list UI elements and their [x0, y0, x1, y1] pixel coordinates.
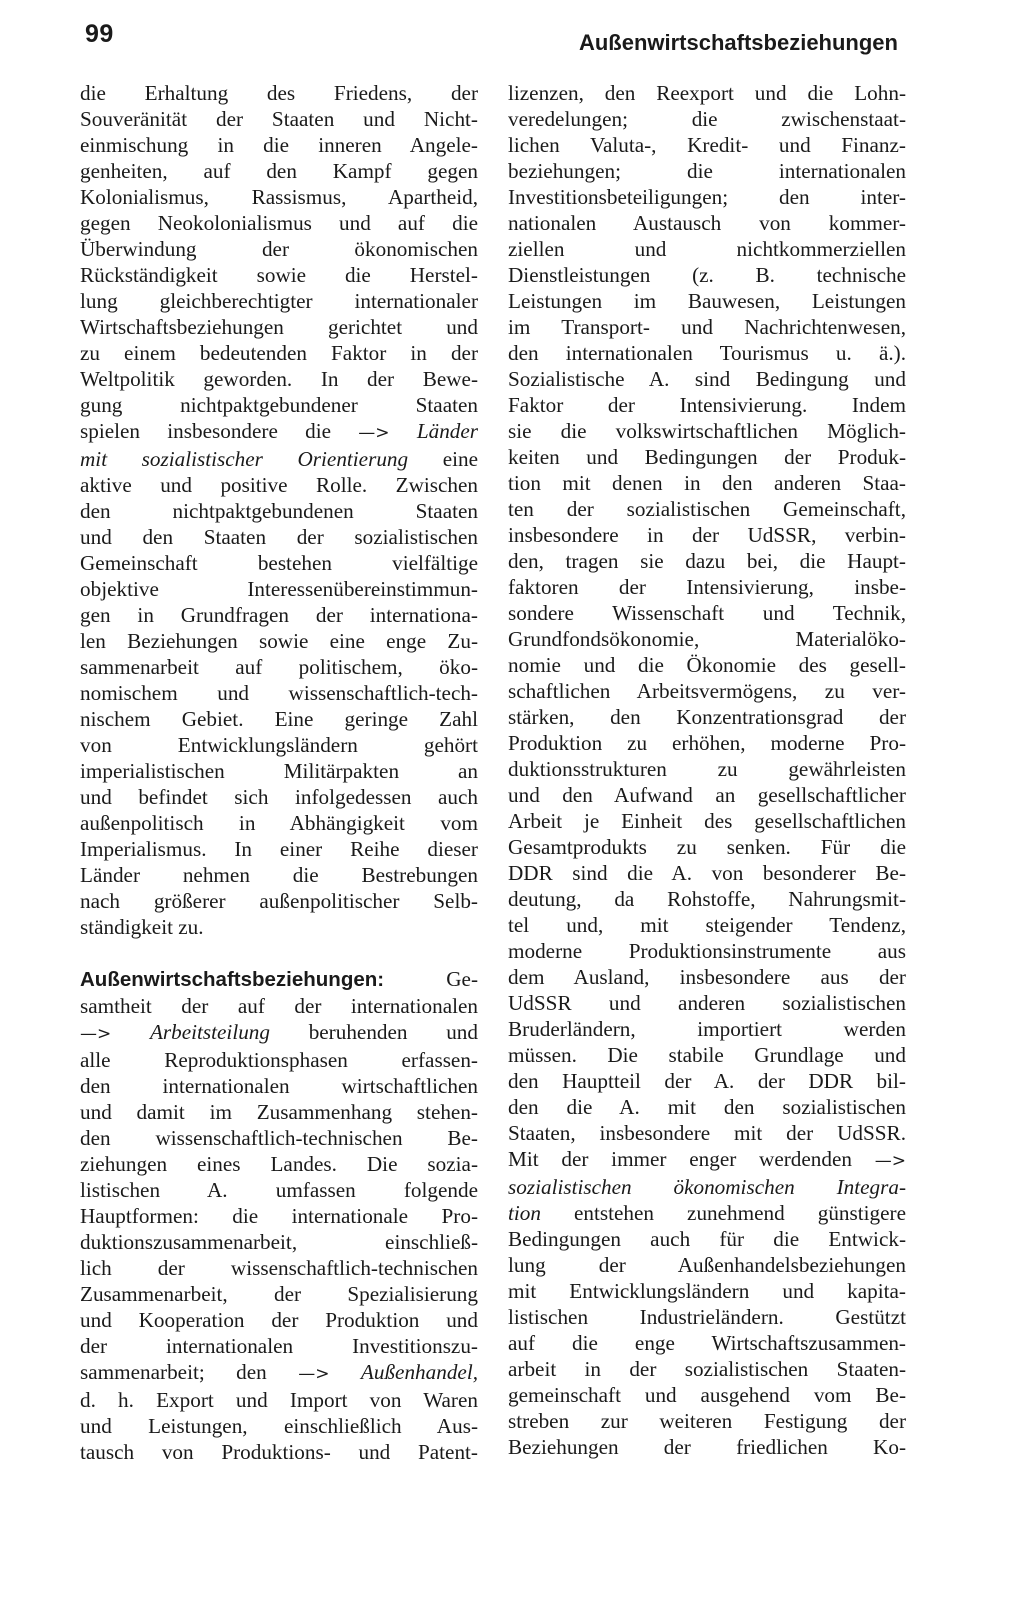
text-line: tion mit denen in den anderen Staa-	[508, 471, 906, 495]
text-line: Investitionsbeteiligungen; den inter-	[508, 185, 906, 209]
text-line: Bedingungen auch für die Entwick-	[508, 1227, 906, 1251]
text-line: aktive und positive Rolle. Zwischen	[80, 473, 478, 497]
text-line: den nichtpaktgebundenen Staaten	[80, 499, 478, 523]
text-line: Überwindung der ökonomischen	[80, 237, 478, 261]
text-line: duktionsstrukturen zu gewährleisten	[508, 757, 906, 781]
left-column	[80, 80, 478, 1465]
right-column	[508, 80, 906, 1460]
text-line: den internationalen Tourismus u. ä.).	[508, 341, 906, 365]
text-line: Imperialismus. In einer Reihe dieser	[80, 837, 478, 861]
text-line: lich der wissenschaftlich-technischen	[80, 1256, 478, 1280]
text-line: alle Reproduktionsphasen erfassen-	[80, 1048, 478, 1072]
text-line: samtheit der auf der internationalen	[80, 994, 478, 1018]
text-line: Wirtschaftsbeziehungen gerichtet und	[80, 315, 478, 339]
text-line: und damit im Zusammenhang stehen-	[80, 1100, 478, 1124]
text-line: ziehungen eines Landes. Die sozia-	[80, 1152, 478, 1176]
text-line: Rückständigkeit sowie die Herstel-	[80, 263, 478, 287]
text-line: ziellen und nichtkommerziellen	[508, 237, 906, 261]
text-line: arbeit in der sozialistischen Staaten-	[508, 1357, 906, 1381]
cross-reference-link[interactable]: Länder	[416, 419, 479, 443]
text-line: im Transport- und Nachrichtenwesen,	[508, 315, 906, 339]
text-line: nomie und die Ökonomie des gesell-	[508, 653, 906, 677]
text-line: den Hauptteil der A. der DDR bil-	[508, 1069, 906, 1093]
text-line: lizenzen, den Reexport und die Lohn-	[508, 81, 906, 105]
text-line: len Beziehungen sowie eine enge Zu-	[80, 629, 478, 653]
entry-headword: Außenwirtschaftsbeziehungen:	[80, 968, 385, 991]
cross-reference-link[interactable]: Arbeitsteilung	[149, 1020, 270, 1044]
text-line: duktionszusammenarbeit, einschließ-	[80, 1230, 478, 1254]
text-line: Arbeit je Einheit des gesellschaftlichen	[508, 809, 906, 833]
text-line: insbesondere in der UdSSR, verbin-	[508, 523, 906, 547]
text-line: der internationalen Investitionszu-	[80, 1334, 478, 1358]
text-line: Länder nehmen die Bestrebungen	[80, 863, 478, 887]
text-line: mit sozialistischer Orientierung eine	[80, 447, 478, 471]
text-line: gen in Grundfragen der internationa-	[80, 603, 478, 627]
text-line: sie die volkswirtschaftlichen Möglich-	[508, 419, 906, 443]
text-line: die Erhaltung des Friedens, der	[80, 81, 478, 105]
text-line: lichen Valuta-, Kredit- und Finanz-	[508, 133, 906, 157]
text-line: gung nichtpaktgebundener Staaten	[80, 393, 478, 417]
text-line: nomischem und wissenschaftlich-tech-	[80, 681, 478, 705]
text-line: einmischung in die inneren Angele-	[80, 133, 478, 157]
text-line: Gemeinschaft bestehen vielfältige	[80, 551, 478, 575]
paragraph-continuation	[80, 80, 478, 940]
text-line: Faktor der Intensivierung. Indem	[508, 393, 906, 417]
running-head: Außenwirtschaftsbeziehungen	[578, 30, 898, 55]
text-line: mit Entwicklungsländern und kapita-	[508, 1279, 906, 1303]
text-line: gemeinschaft und ausgehend vom Be-	[508, 1383, 906, 1407]
text-line: beziehungen; die internationalen	[508, 159, 906, 183]
text-line: Außenwirtschaftsbeziehungen: Ge-	[80, 967, 478, 991]
text-line: ständigkeit zu.	[80, 915, 204, 939]
text-line: genheiten, auf den Kampf gegen	[80, 159, 478, 183]
text-line: auf die enge Wirtschaftszusammen-	[508, 1331, 906, 1355]
dictionary-entry	[80, 966, 478, 1465]
text-line: deutung, da Rohstoffe, Nahrungsmit-	[508, 887, 906, 911]
paragraph-continuation	[508, 80, 906, 1460]
text-line: und Leistungen, einschließlich Aus-	[80, 1414, 478, 1438]
right-arrow-icon: —>	[358, 423, 390, 443]
text-line: Produktion zu erhöhen, moderne Pro-	[508, 731, 906, 755]
right-arrow-icon: —>	[874, 1151, 907, 1171]
cross-reference-link[interactable]: mit sozialistischer Orientierung	[80, 447, 409, 471]
right-arrow-icon: —>	[298, 1364, 330, 1384]
text-line: Leistungen im Bauwesen, Leistungen	[508, 289, 906, 313]
text-line: imperialistischen Militärpakten an	[80, 759, 478, 783]
text-line: und Kooperation der Produktion und	[80, 1308, 478, 1332]
text-line: Staaten, insbesondere mit der UdSSR.	[508, 1121, 906, 1145]
text-line: tion entstehen zunehmend günstigere	[508, 1201, 906, 1225]
text-line: dem Ausland, insbesondere aus der	[508, 965, 906, 989]
text-line: UdSSR und anderen sozialistischen	[508, 991, 906, 1015]
text-line: und den Aufwand an gesellschaftlicher	[508, 783, 906, 807]
text-line: nischem Gebiet. Eine geringe Zahl	[80, 707, 478, 731]
text-line: den internationalen wirtschaftlichen	[80, 1074, 478, 1098]
page-number: 99	[85, 20, 114, 48]
text-line: und den Staaten der sozialistischen	[80, 525, 478, 549]
cross-reference-link[interactable]: tion	[508, 1201, 541, 1225]
text-line: sondere Wissenschaft und Technik,	[508, 601, 906, 625]
cross-reference-link[interactable]: Außenhandel,	[360, 1360, 479, 1384]
text-line: und befindet sich infolgedessen auch	[80, 785, 478, 809]
text-line: spielen insbesondere die —> Länder	[80, 419, 479, 443]
text-line: außenpolitisch in Abhängigkeit vom	[80, 811, 478, 835]
text-line: moderne Produktionsinstrumente aus	[508, 939, 906, 963]
text-line: —> Arbeitsteilung beruhenden und	[80, 1020, 478, 1044]
text-line: nach größerer außenpolitischer Selb-	[80, 889, 478, 913]
text-line: tausch von Produktions- und Patent-	[80, 1440, 478, 1464]
text-line: von Entwicklungsländern gehört	[80, 733, 478, 757]
text-line: Kolonialismus, Rassismus, Apartheid,	[80, 185, 478, 209]
text-line: Zusammenarbeit, der Spezialisierung	[80, 1282, 478, 1306]
text-line: DDR sind die A. von besonderer Be-	[508, 861, 906, 885]
text-line: lung der Außenhandelsbeziehungen	[508, 1253, 906, 1277]
text-line: den die A. mit den sozialistischen	[508, 1095, 906, 1119]
text-line: lung gleichberechtigter internationaler	[80, 289, 478, 313]
text-line: ten der sozialistischen Gemeinschaft,	[508, 497, 906, 521]
text-line: Weltpolitik geworden. In der Bewe-	[80, 367, 478, 391]
text-line	[508, 1174, 906, 1200]
text-line: Dienstleistungen (z. B. technische	[508, 263, 906, 287]
text-line: den, tragen sie dazu bei, die Haupt-	[508, 549, 906, 573]
text-line: Hauptformen: die internationale Pro-	[80, 1204, 478, 1228]
text-line: schaftlichen Arbeitsvermögens, zu ver-	[508, 679, 906, 703]
text-line: veredelungen; die zwischenstaat-	[508, 107, 906, 131]
text-line: tel und, mit steigender Tendenz,	[508, 913, 906, 937]
text-line: Gesamtprodukts zu senken. Für die	[508, 835, 906, 859]
text-line: d. h. Export und Import von Waren	[80, 1388, 478, 1412]
text-line: Bruderländern, importiert werden	[508, 1017, 906, 1041]
text-line: sammenarbeit; den —> Außenhandel,	[80, 1360, 479, 1384]
text-line: zu einem bedeutenden Faktor in der	[80, 341, 478, 365]
text-line: listischen A. umfassen folgende	[80, 1178, 478, 1202]
text-line: Mit der immer enger werdenden —>	[508, 1147, 907, 1171]
text-line: listischen Industrieländern. Gestützt	[508, 1305, 906, 1329]
text-line: Souveränität der Staaten und Nicht-	[80, 107, 478, 131]
text-line: den wissenschaftlich-technischen Be-	[80, 1126, 478, 1150]
text-line: nationalen Austausch von kommer-	[508, 211, 906, 235]
text-line: keiten und Bedingungen der Produk-	[508, 445, 906, 469]
text-line: müssen. Die stabile Grundlage und	[508, 1043, 906, 1067]
text-line: sammenarbeit auf politischem, öko-	[80, 655, 478, 679]
text-line: Sozialistische A. sind Bedingung und	[508, 367, 906, 391]
text-line: streben zur weiteren Festigung der	[508, 1409, 906, 1433]
cross-reference-link[interactable]: sozialistischen ökonomischen Integra-	[508, 1175, 906, 1199]
text-line: stärken, den Konzentrationsgrad der	[508, 705, 906, 729]
text-line: objektive Interessenübereinstimmun-	[80, 577, 478, 601]
right-arrow-icon: —>	[80, 1024, 112, 1044]
text-line: Beziehungen der friedlichen Ko-	[508, 1435, 906, 1459]
text-line: gegen Neokolonialismus und auf die	[80, 211, 478, 235]
text-line: faktoren der Intensivierung, insbe-	[508, 575, 906, 599]
text-line: Grundfondsökonomie, Materialöko-	[508, 627, 906, 651]
